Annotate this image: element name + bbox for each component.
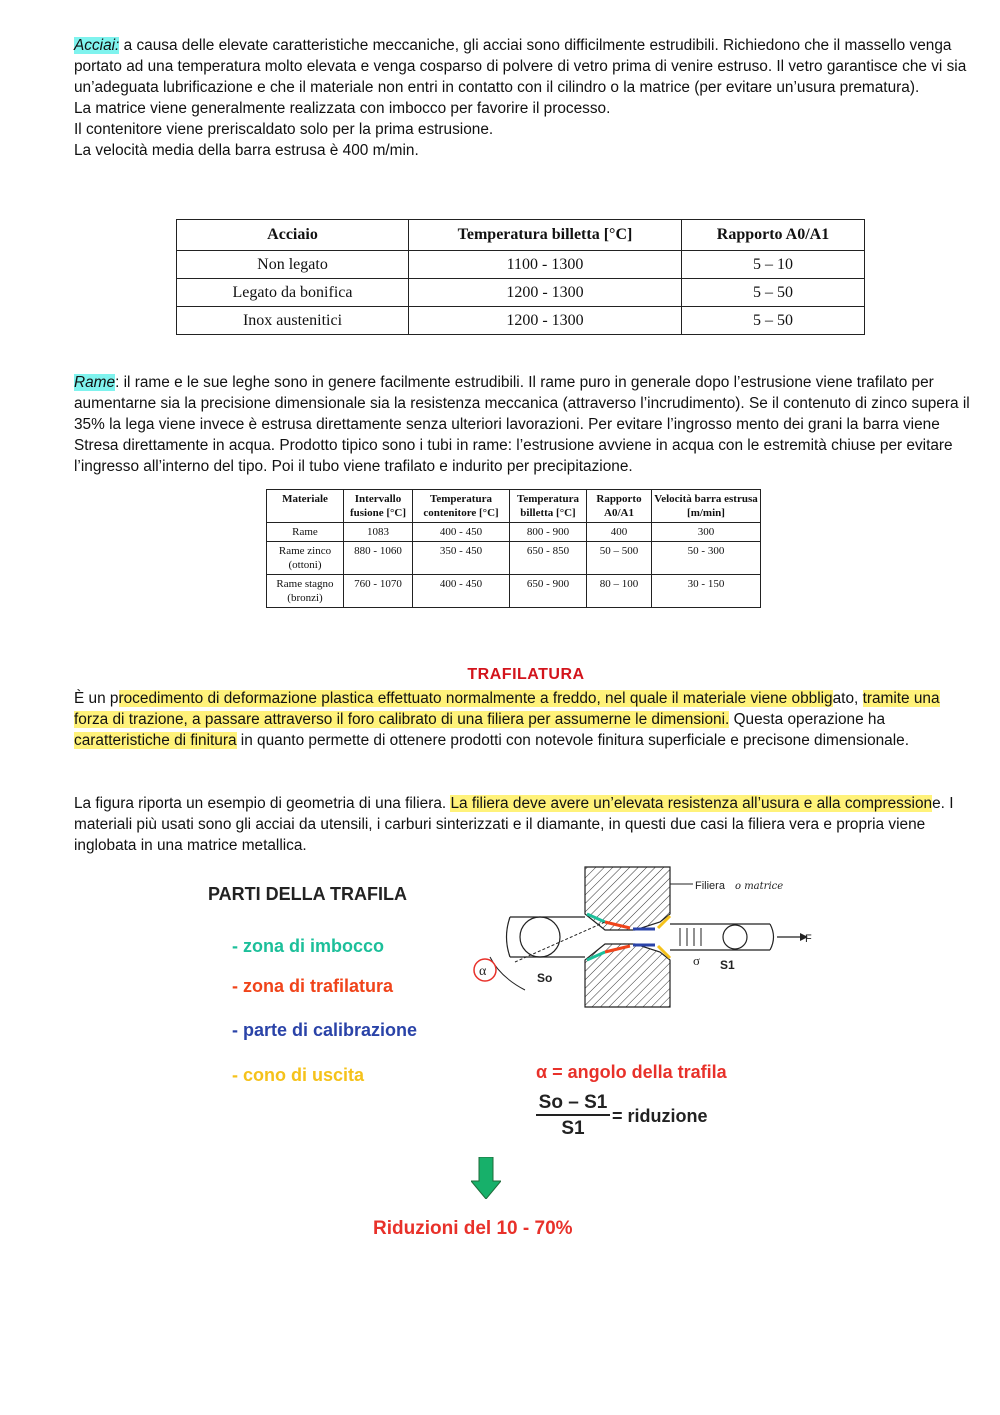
s0-label: So (537, 971, 553, 985)
highlight: caratteristiche di finitura (74, 732, 237, 749)
section-title: TRAFILATURA (467, 666, 585, 683)
table-cell: Legato da bonifica (177, 279, 409, 307)
handwritten-note: o matrice (735, 881, 784, 892)
table-header: Temperatura billetta [°C] (409, 220, 682, 251)
acciai-paragraph (74, 35, 974, 161)
table-row (267, 542, 761, 575)
table-cell: 400 - 450 (413, 523, 510, 542)
table-header-row (267, 490, 761, 523)
table-cell: 50 – 500 (587, 542, 652, 575)
table-header: Temperatura contenitore [°C] (413, 490, 510, 523)
table-cell: 300 (652, 523, 761, 542)
text-span: ato, (832, 690, 863, 707)
legend-uscita: - cono di uscita (232, 1065, 365, 1085)
table-cell: Non legato (177, 251, 409, 279)
table-cell: 800 - 900 (510, 523, 587, 542)
acciai-line4: La velocità media della barra estrusa è 400 m/min. (74, 142, 419, 159)
table-header: Materiale (267, 490, 344, 523)
figure-heading: PARTI DELLA TRAFILA (208, 884, 407, 904)
table-cell: 650 - 900 (510, 575, 587, 608)
table-header: Velocità barra estrusa [m/min] (652, 490, 761, 523)
table-row (177, 279, 865, 307)
formula-denominator: S1 (561, 1118, 585, 1139)
table-cell: 400 - 450 (413, 575, 510, 608)
table-cell: 760 - 1070 (344, 575, 413, 608)
acciai-text: a causa delle elevate caratteristiche meccaniche, gli acciai sono difficilmente estrudibili. Richiedono che il massello venga portato ad una temperatura molto elevata e venga cosparso di polvere di vetro prima di venire estruso. Il vetro garantisce che vi sia un’adeguata lubrificazione e che il materiale non entri in contatto con il cilindro o la matrice (per evitare un’usura prematura). (74, 37, 967, 96)
text-span: La figura riporta un esempio di geometria di una filiera. (74, 795, 451, 812)
table-header-row (177, 220, 865, 251)
down-arrow-icon (471, 1157, 501, 1199)
force-label: F (805, 933, 812, 945)
table-cell: 5 – 10 (682, 251, 865, 279)
text-span: È un p (74, 690, 119, 707)
alpha-label: α (479, 964, 487, 979)
table-row (177, 307, 865, 335)
rame-text: : il rame e le sue leghe sono in genere facilmente estrudibili. Il rame puro in generale dopo l’estrusione viene trafilato per aumentarne sia la precisione dimensionale sia la resistenza meccanica (attraverso l’incrudimento). Se il contenuto di zinco supera il 35% la lega viene invece è estrusa direttamente senza ulteriori lavorazioni. Per evitare l’ingrosso mento dei grani la barra viene Stresa direttamente in acqua. Prodotto tipico sono i tubi in rame: l’estrusione avviene in acqua con le estremità chiuse per evitare l’ingresso all’interno del tipo. Poi il tubo viene trafilato e indurito per precipitazione. (74, 374, 970, 475)
table-cell: 1100 - 1300 (409, 251, 682, 279)
table-cell: Inox austenitici (177, 307, 409, 335)
table-cell: 50 - 300 (652, 542, 761, 575)
table-header: Rapporto A0/A1 (587, 490, 652, 523)
table-cell: 400 (587, 523, 652, 542)
rame-label: Rame (74, 374, 116, 391)
table-cell: 1083 (344, 523, 413, 542)
reduction-formula (536, 1092, 610, 1140)
table-cell: Rame stagno (bronzi) (267, 575, 344, 608)
formula-result: = riduzione (612, 1106, 708, 1126)
formula-numerator: So – S1 (536, 1092, 610, 1116)
table-header: Rapporto A0/A1 (682, 220, 865, 251)
alpha-definition: α = angolo della trafila (536, 1062, 727, 1082)
text-span: e. I materiali più usati sono gli acciai da utensili, i carburi sinterizzati e il diamante, in questi due casi la filiera vera e propria viene inglobata in una matrice metallica. (74, 795, 954, 854)
table-header: Acciaio (177, 220, 409, 251)
bar-section-s1 (723, 925, 747, 949)
trafilatura-paragraph-1 (74, 688, 974, 751)
trafilatura-paragraph-2 (74, 793, 974, 856)
table-cell: 650 - 850 (510, 542, 587, 575)
table-cell: 1200 - 1300 (409, 279, 682, 307)
table-cell: 30 - 150 (652, 575, 761, 608)
table-cell: 350 - 450 (413, 542, 510, 575)
sigma-label: σ (693, 953, 701, 968)
table-rame (266, 489, 761, 608)
legend-calibrazione: - parte di calibrazione (232, 1020, 418, 1040)
die-top-block (585, 867, 670, 930)
table-row (177, 251, 865, 279)
rame-paragraph (74, 372, 974, 477)
highlight: rocedimento di deformazione plastica effettuato normalmente a freddo, nel quale il materiale viene obblig (118, 690, 833, 707)
highlight: La filiera deve avere un’elevata resistenza all’usura e alla compression (450, 795, 933, 812)
legend-trafilatura: - zona di trafilatura (232, 976, 394, 996)
table-acciai (176, 219, 865, 335)
text-span: Questa operazione ha (729, 711, 886, 728)
die-bottom-block (585, 944, 670, 1007)
filiera-label: Filiera (695, 880, 725, 892)
table-cell: Rame (267, 523, 344, 542)
legend-imbocco: - zona di imbocco (232, 936, 385, 956)
acciai-label: Acciai: (74, 37, 120, 54)
table-cell: 880 - 1060 (344, 542, 413, 575)
reductions-range: Riduzioni del 10 - 70% (373, 1218, 573, 1239)
s1-label: S1 (720, 958, 735, 972)
table-header: Temperatura billetta [°C] (510, 490, 587, 523)
table-cell: 5 – 50 (682, 279, 865, 307)
text-span: in quanto permette di ottenere prodotti con notevole finitura superficiale e precisone dimensionale. (236, 732, 909, 749)
die-diagram (465, 862, 825, 1012)
table-cell: 1200 - 1300 (409, 307, 682, 335)
acciai-line2: La matrice viene generalmente realizzata con imbocco per favorire il processo. (74, 100, 611, 117)
table-cell: Rame zinco (ottoni) (267, 542, 344, 575)
table-header: Intervallo fusione [°C] (344, 490, 413, 523)
table-cell: 5 – 50 (682, 307, 865, 335)
table-cell: 80 – 100 (587, 575, 652, 608)
table-row (267, 523, 761, 542)
acciai-line3: Il contenitore viene preriscaldato solo per la prima estrusione. (74, 121, 494, 138)
table-row (267, 575, 761, 608)
highlight: tramite una forza di trazione, a passare attraverso il foro calibrato di una filiera per assumerne le dimensioni. (74, 690, 940, 728)
